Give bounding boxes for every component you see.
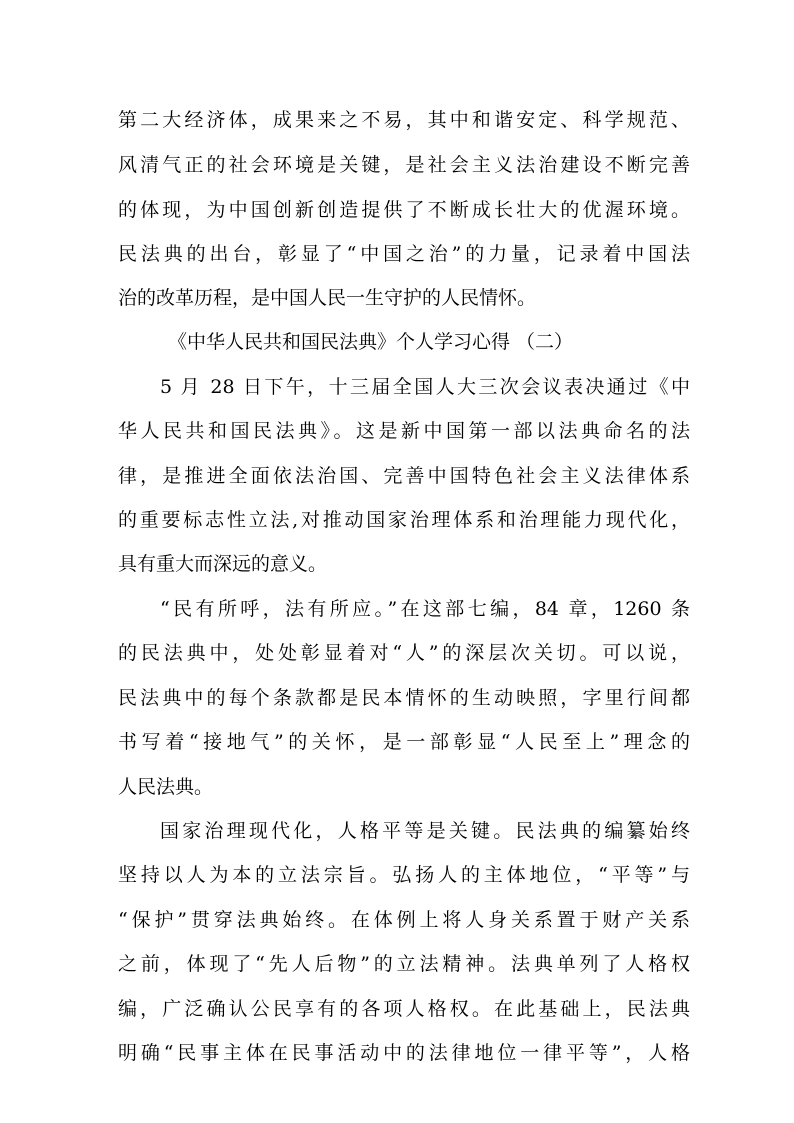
text-line: 的民法典中，处处彰显着对“人”的深层次关切。可以说， [118, 642, 690, 664]
text-line: 治的改革历程，是中国人民一生守护的人民情怀。 [118, 287, 537, 309]
text-line: 书写着“接地气”的关怀，是一部彰显“人民至上”理念的 [118, 731, 690, 753]
text-line: 民法典的出台，彰显了“中国之治”的力量，记录着中国法 [118, 243, 690, 265]
text-line: “保护”贯穿法典始终。在体例上将人身关系置于财产关系 [118, 909, 690, 931]
text-line: 风清气正的社会环境是关键，是社会主义法治建设不断完善 [118, 154, 690, 176]
text-line: “民有所呼，法有所应。”在这部七编，84 章，1260 条 [160, 598, 690, 620]
text-line: 之前，体现了“先人后物”的立法精神。法典单列了人格权 [118, 953, 690, 975]
text-line: 第二大经济体，成果来之不易，其中和谐安定、科学规范、 [118, 109, 690, 131]
text-line: 明确“民事主体在民事活动中的法律地位一律平等”，人格 [118, 1042, 690, 1064]
text-line: 的重要标志性立法,对推动国家治理体系和治理能力现代化， [118, 509, 690, 531]
section-title: 《中华人民共和国民法典》个人学习心得 （二） [168, 331, 574, 353]
text-line: 的体现，为中国创新创造提供了不断成长壮大的优渥环境。 [118, 199, 690, 221]
text-line: 律，是推进全面依法治国、完善中国特色社会主义法律体系 [118, 465, 690, 487]
text-line: 坚持以人为本的立法宗旨。弘扬人的主体地位，“平等”与 [118, 864, 690, 886]
text-line: 人民法典。 [118, 776, 214, 798]
text-line: 华人民共和国民法典》。这是新中国第一部以法典命名的法 [118, 420, 690, 442]
text-line: 编，广泛确认公民享有的各项人格权。在此基础上，民法典 [118, 998, 690, 1020]
text-line: 具有重大而深远的意义。 [118, 553, 328, 575]
text-line: 民法典中的每个条款都是民本情怀的生动映照，字里行间都 [118, 687, 690, 709]
text-line: 国家治理现代化，人格平等是关键。民法典的编纂始终 [160, 820, 690, 842]
text-line: 5 月 28 日下午，十三届全国人大三次会议表决通过《中 [160, 376, 690, 398]
